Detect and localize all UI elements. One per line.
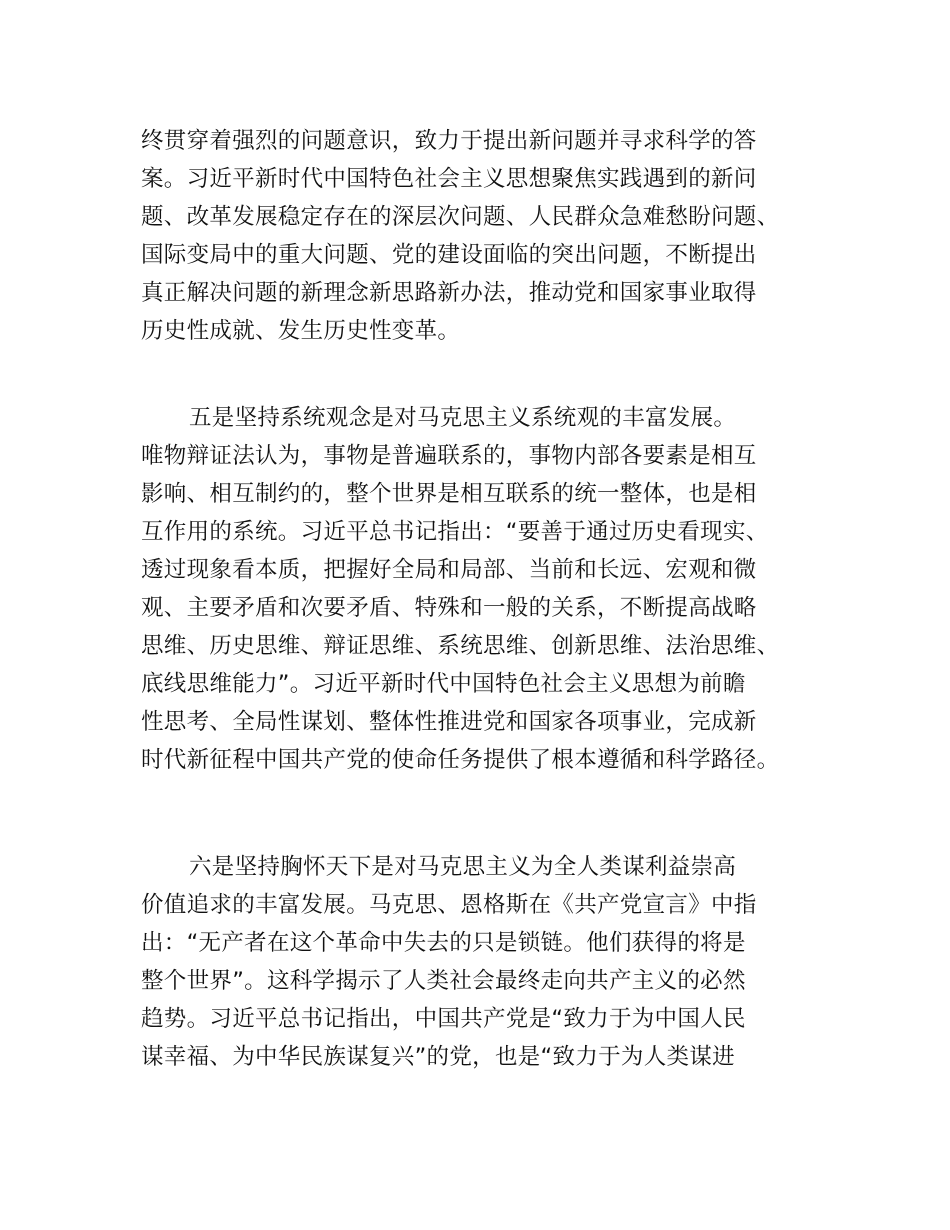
paragraph-heading-line: 六是坚持胸怀天下是对马克思主义为全人类谋利益崇高 <box>189 854 737 880</box>
text-line: 出：“无产者在这个革命中失去的只是锁链。他们获得的将是 <box>141 930 746 956</box>
text-line: 真正解决问题的新理念新思路新办法，推动党和国家事业取得 <box>141 280 757 306</box>
text-line: 观、主要矛盾和次要矛盾、特殊和一般的关系，不断提高战略 <box>141 595 757 621</box>
text-line: 互作用的系统。习近平总书记指出：“要善于通过历史看现实、 <box>141 519 769 545</box>
text-line: 趋势。习近平总书记指出，中国共产党是“致力于为中国人民 <box>141 1006 746 1032</box>
text-line: 整个世界”。这科学揭示了人类社会最终走向共产主义的必然 <box>141 968 746 994</box>
text-line: 透过现象看本质，把握好全局和局部、当前和长远、宏观和微 <box>141 557 757 583</box>
text-line: 底线思维能力”。习近平新时代中国特色社会主义思想为前瞻 <box>141 671 746 697</box>
paragraph-system-concept <box>141 399 841 779</box>
text-line: 性思考、全局性谋划、整体性推进党和国家各项事业，完成新 <box>141 709 757 735</box>
text-line: 终贯穿着强烈的问题意识，致力于提出新问题并寻求科学的答 <box>141 128 757 154</box>
text-line: 唯物辩证法认为，事物是普遍联系的，事物内部各要素是相互 <box>141 443 757 469</box>
text-line: 思维、历史思维、辩证思维、系统思维、创新思维、法治思维、 <box>141 633 780 659</box>
paragraph-world-vision <box>141 848 841 1076</box>
text-line: 谋幸福、为中华民族谋复兴”的党，也是“致力于为人类谋进 <box>141 1044 735 1070</box>
paragraph-heading-line: 五是坚持系统观念是对马克思主义系统观的丰富发展。 <box>189 405 737 431</box>
text-line: 案。习近平新时代中国特色社会主义思想聚焦实践遇到的新问 <box>141 166 757 192</box>
text-line: 影响、相互制约的，整个世界是相互联系的统一整体，也是相 <box>141 481 757 507</box>
text-line: 价值追求的丰富发展。马克思、恩格斯在《共产党宣言》中指 <box>141 892 757 918</box>
text-line: 时代新征程中国共产党的使命任务提供了根本遵循和科学路径。 <box>141 747 780 773</box>
text-line: 国际变局中的重大问题、党的建设面临的突出问题，不断提出 <box>141 242 757 268</box>
text-line: 历史性成就、发生历史性变革。 <box>141 318 461 344</box>
paragraph-problem-awareness <box>141 122 841 350</box>
text-line: 题、改革发展稳定存在的深层次问题、人民群众急难愁盼问题、 <box>141 204 780 230</box>
